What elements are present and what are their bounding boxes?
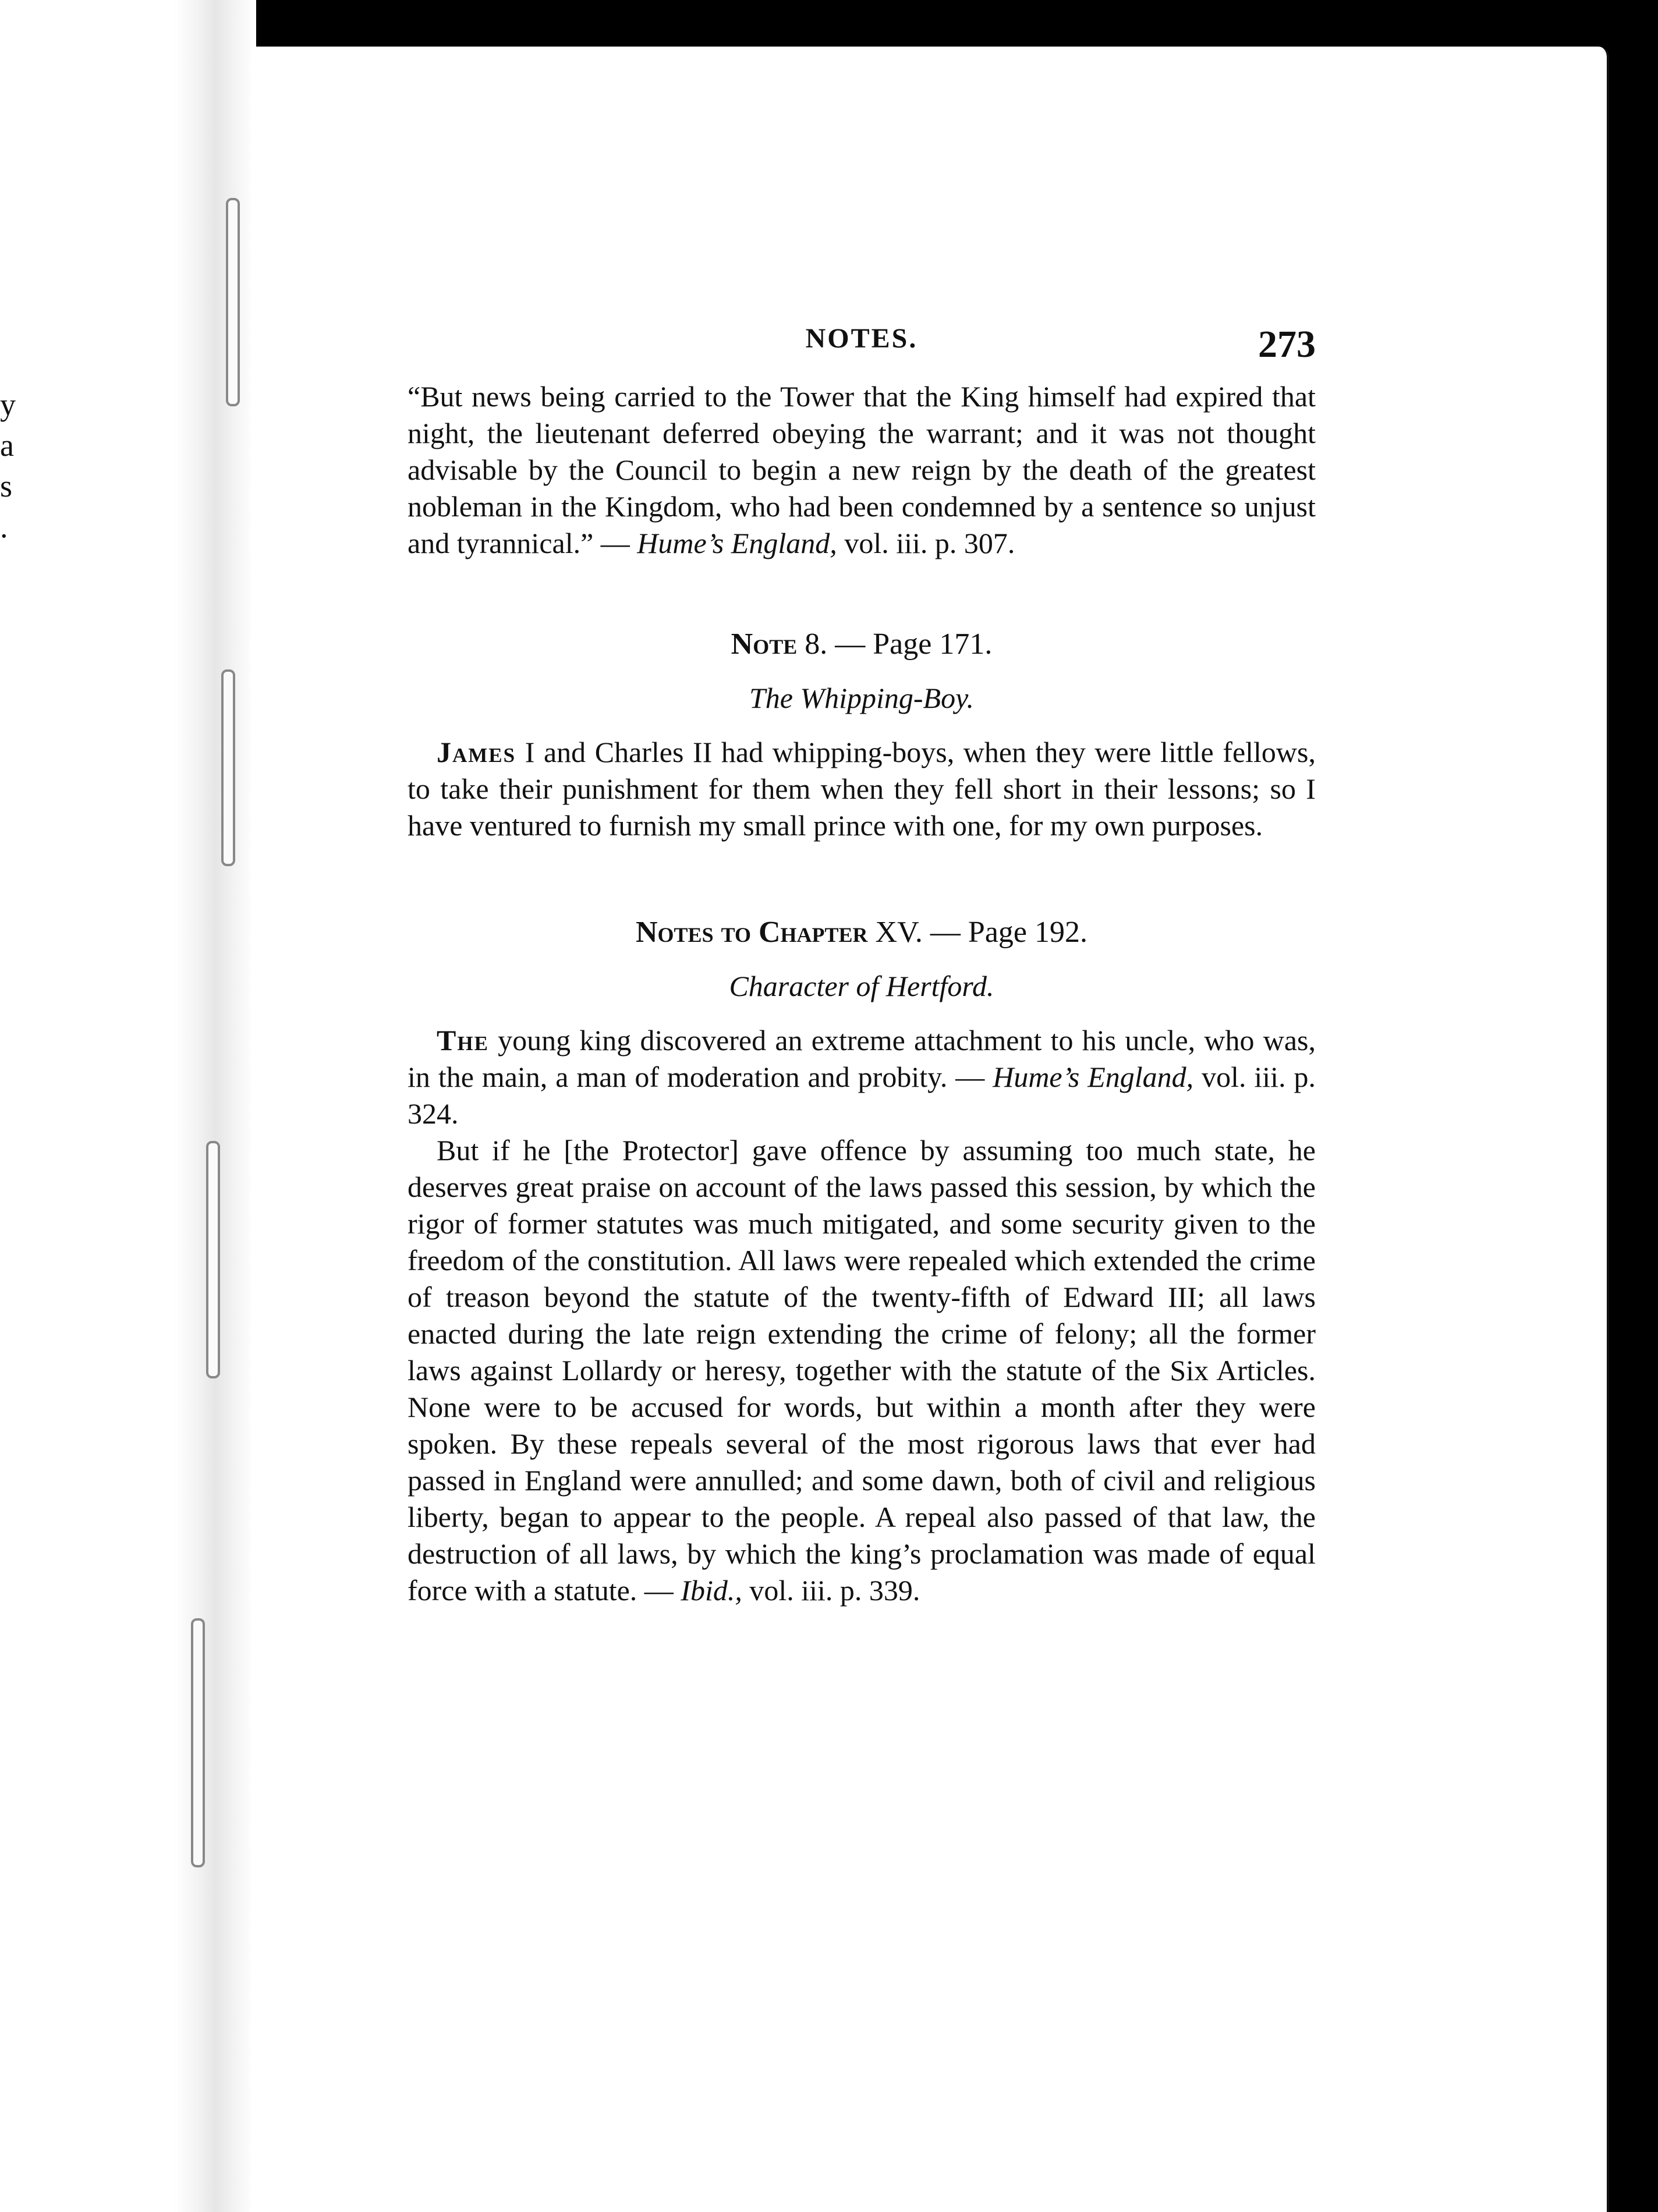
quote-source-title: Hume’s England, <box>637 527 837 559</box>
chapter15-p1-text: young king discovered an extreme attachment to his uncle, who was, in the main, a man of moderation and probity. — <box>408 1024 1316 1093</box>
chapter15-p1-source-title: Hume’s England, <box>993 1061 1194 1093</box>
chapter15-subtitle: Character of Hertford. <box>729 970 994 1002</box>
quote-paragraph <box>408 378 1316 562</box>
note8-heading <box>408 626 1316 662</box>
running-head: NOTES. <box>805 323 918 354</box>
chapter15-p2-text: But if he [the Protector] gave offence by assuming too much state, he deserves great praise on account of the laws passed this session, by which the rigor of former statutes was much mitigated, and some security given to the freedom of the constitution. All laws were repealed which extended the crime of treason beyond the statute of the twenty-fifth of Edward III; all laws enacted during the late reign extending the crime of felony; all the former laws against Lollardy or heresy, together with the statute of the Six Articles. None were to be accused for words, but within a month after they were spoken. By these repeals several of the most rigorous laws that ever had passed in England were annulled; and some dawn, both of civil and religious liberty, began to appear to the people. A repeal also passed of that law, the destruction of all laws, by which the king’s proclamation was made of equal force with a statute. — <box>408 1134 1316 1607</box>
fragment-mark: . <box>0 509 8 544</box>
binding-stitch <box>226 198 240 406</box>
note8-lead-word: James <box>437 736 516 768</box>
page-number: 273 <box>1258 323 1316 366</box>
binding-stitch <box>191 1618 205 1867</box>
quote-text: “But news being carried to the Tower that the King himself had expired that night, the lieutenant deferred obeying the warrant; and it was not thought advisable by the Council to begin a new reign by the death of the greatest nobleman in the Kingdom, who had been condemned by a sentence so unjust and tyrannical.” — <box>408 380 1316 559</box>
chapter15-paragraph-2 <box>408 1132 1316 1609</box>
chapter15-heading <box>408 914 1316 951</box>
fragment-mark: a <box>0 428 14 463</box>
page-header <box>408 268 1316 366</box>
fragment-mark: y <box>0 387 16 422</box>
quote-source-ref: vol. iii. p. 307. <box>837 527 1015 559</box>
binding-stitch <box>221 669 235 866</box>
note8-heading-rest: 8. — Page 171. <box>797 628 993 661</box>
book-page <box>250 47 1609 2212</box>
chapter15-heading-label: Notes to Chapter <box>635 916 868 949</box>
note8-paragraph <box>408 734 1316 844</box>
chapter15-p2-source-title: Ibid., <box>681 1574 742 1607</box>
note8-text: I and Charles II had whipping-boys, when they were little fellows, to take their punishment for them when they fell short in their lessons; so I have ventured to furnish my small prince with one, for my own purposes. <box>408 736 1316 842</box>
chapter15-lead-word: The <box>437 1024 489 1057</box>
book-gutter <box>175 0 256 2212</box>
previous-page-text-fragments <box>0 384 17 547</box>
note8-heading-label: Note <box>731 628 798 661</box>
binding-stitch <box>206 1141 220 1378</box>
chapter15-paragraph-1 <box>408 1022 1316 1132</box>
chapter15-p2-source-ref: vol. iii. p. 339. <box>742 1574 920 1607</box>
note8-subtitle: The Whipping-Boy. <box>749 682 975 714</box>
fragment-mark: s <box>0 469 13 504</box>
previous-page-edge <box>0 0 192 2212</box>
chapter15-heading-rest: XV. — Page 192. <box>867 916 1087 949</box>
chapter15-p1-source-ref: vol. iii. p. 324. <box>408 1061 1316 1130</box>
page-text-block <box>408 268 1316 1609</box>
